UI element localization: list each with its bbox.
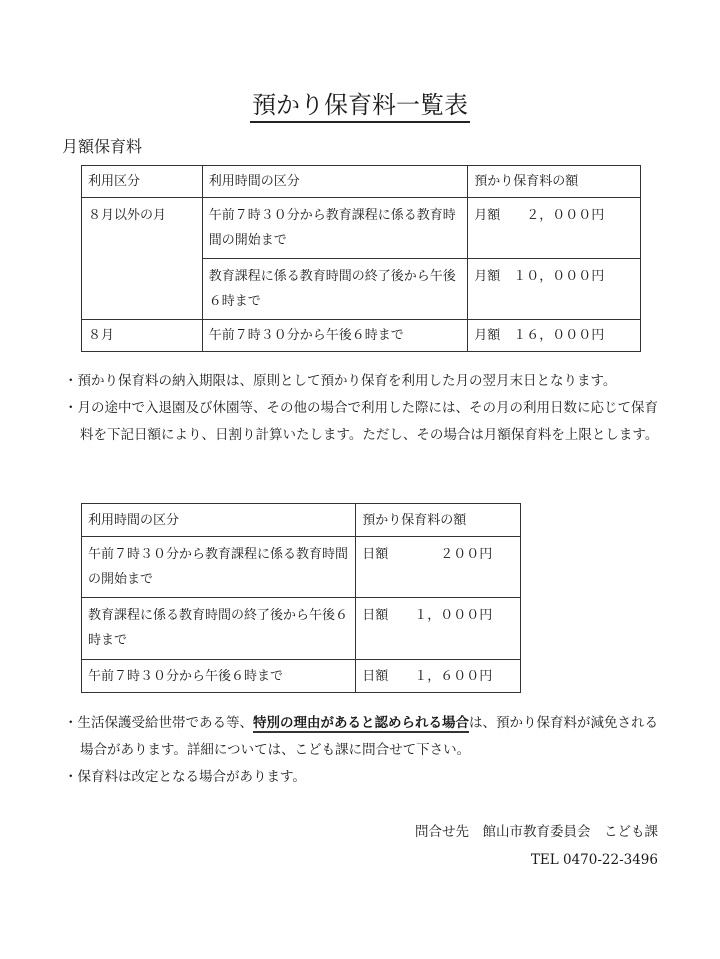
amount-cell: 月額 １６，０００円 <box>468 320 641 352</box>
amount-cell: 月額 １０，０００円 <box>468 259 641 320</box>
time-cell: 教育課程に係る教育時間の終了後から午後６時まで <box>202 259 467 320</box>
monthly-section-label: 月額保育料 <box>62 137 143 156</box>
welfare-note-emphasis: 特別の理由があると認められる場合 <box>253 715 469 731</box>
welfare-note-prefix: ・生活保護受給世帯である等、 <box>64 715 253 731</box>
header-cell: 利用時間の区分 <box>202 166 467 198</box>
welfare-note <box>64 710 664 764</box>
time-cell: 午前７時３０分から午後６時まで <box>82 660 356 693</box>
contact-line: 問合せ先 館山市教育委員会 こども課 <box>415 824 658 840</box>
table-row <box>82 598 521 660</box>
page-title-text: 預かり保育料一覧表 <box>250 91 470 123</box>
table-row <box>82 320 641 352</box>
contact-tel: TEL 0470-22-3496 <box>530 852 658 868</box>
page-title <box>0 88 720 122</box>
time-cell: 午前７時３０分から教育課程に係る教育時間の開始まで <box>202 198 467 259</box>
daily-fee-table <box>81 503 521 693</box>
header-cell: 預かり保育料の額 <box>468 166 641 198</box>
monthly-fee-table <box>81 165 641 352</box>
amount-cell: 日額 １，０００円 <box>356 598 521 660</box>
notes-block-1 <box>64 368 664 449</box>
welfare-note-suffix: は、預かり保育料が減免される場合があります。詳細については、こども課に問合せて下さい。 <box>80 715 658 758</box>
revision-note: ・保育料は改定となる場合があります。 <box>64 769 306 785</box>
header-cell: 預かり保育料の額 <box>356 504 521 537</box>
note-item: ・預かり保育料の納入期限は、原則として預かり保育を利用した月の翌月末日となります。 <box>64 373 617 389</box>
table-header-row <box>82 166 641 198</box>
note-item: ・月の途中で入退園及び休園等、その他の場合で利用した際には、その月の利用日数に応じて保育料を下記日額により、日割り計算いたします。ただし、その場合は月額保育料を上限とします。 <box>64 400 659 443</box>
contact-block <box>415 818 658 874</box>
category-cell: ８月以外の月 <box>82 198 203 320</box>
amount-cell: 日額 ２００円 <box>356 537 521 598</box>
amount-cell: 日額 １，６００円 <box>356 660 521 693</box>
table-row <box>82 537 521 598</box>
table-header-row <box>82 504 521 537</box>
table-row <box>82 660 521 693</box>
header-cell: 利用区分 <box>82 166 203 198</box>
time-cell: 教育課程に係る教育時間の終了後から午後６時まで <box>82 598 356 660</box>
time-cell: 午前７時３０分から午後６時まで <box>202 320 467 352</box>
time-cell: 午前７時３０分から教育課程に係る教育時間の開始まで <box>82 537 356 598</box>
amount-cell: 月額 ２，０００円 <box>468 198 641 259</box>
category-cell: ８月 <box>82 320 203 352</box>
header-cell: 利用時間の区分 <box>82 504 356 537</box>
notes-block-2 <box>64 710 664 791</box>
table-row <box>82 198 641 259</box>
